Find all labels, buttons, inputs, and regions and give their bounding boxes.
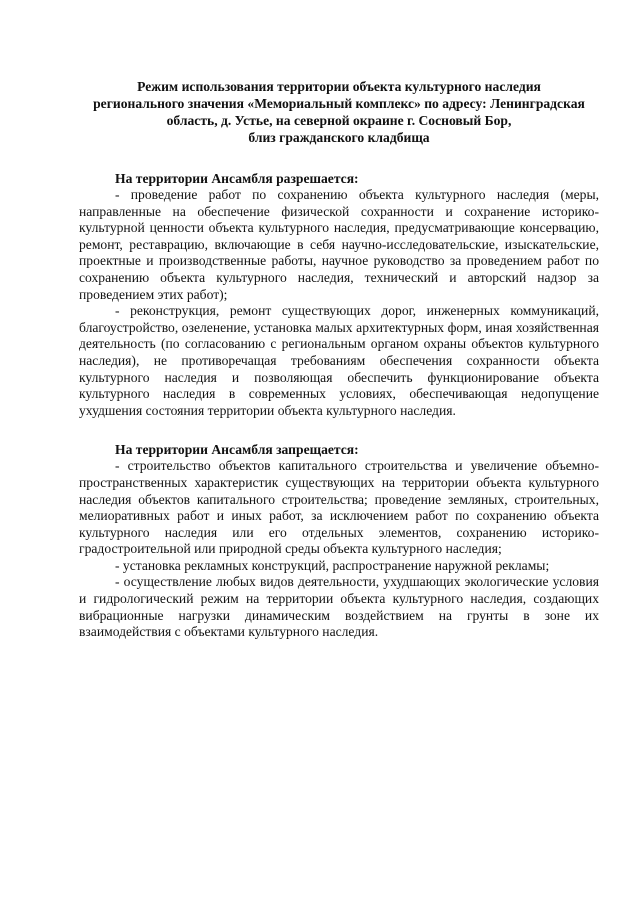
section-prohibited (79, 441, 599, 641)
title-line: область, д. Устье, на северной окраине г. Сосновый Бор, (166, 113, 512, 128)
document-title (79, 78, 599, 146)
section-heading-allowed: На территории Ансамбля разрешается: (115, 171, 359, 186)
title-line: близ гражданского кладбища (248, 130, 430, 145)
section-heading-prohibited: На территории Ансамбля запрещается: (115, 442, 359, 458)
section-allowed (79, 170, 599, 419)
paragraph: - строительство объектов капитального строительства и увеличение объемно-пространственных характеристик существующих на территории объекта культурного наследия объектов капитального строительства; проведение земляных, строительных, мелиоративных работ и иных работ, за исключением работ по сохранению объекта культурного наследия или его отдельных элементов, сохранению историко-градостроительной или природной среды объекта культурного наследия; (79, 458, 599, 557)
paragraph: - осуществление любых видов деятельности, ухудшающих экологические условия и гидрологический режим на территории объекта культурного наследия, создающих вибрационные нагрузки динамическим воздействием на грунты в зоне их взаимодействия с объектами культурного наследия. (79, 574, 599, 640)
title-line: Режим использования территории объекта культурного наследия (137, 79, 541, 94)
document-page (79, 78, 599, 663)
title-line: регионального значения «Мемориальный комплекс» по адресу: Ленинградская (93, 96, 585, 111)
paragraph: - реконструкция, ремонт существующих дорог, инженерных коммуникаций, благоустройство, озеленение, установка малых архитектурных форм, иная хозяйственная деятельность (по согласованию с региональным органом охраны объектов культурного наследия), не противоречащая требованиям обеспечения сохранности объекта культурного наследия и позволяющая обеспечить функционирование объекта культурного наследия в современных условиях, обеспечивающая недопущение ухудшения состояния территории объекта культурного наследия. (79, 303, 599, 418)
paragraph: - установка рекламных конструкций, распространение наружной рекламы; (115, 557, 550, 573)
paragraph: - проведение работ по сохранению объекта культурного наследия (меры, направленные на обеспечение физической сохранности и сохранение историко-культурной ценности объекта культурного наследия, предусматривающие консервацию, ремонт, реставрацию, включающие в себя научно-исследовательские, изыскательские, проектные и производственные работы, научное руководство за проведением работ по сохранению объекта культурного наследия, технический и авторский надзор за проведением этих работ); (79, 187, 599, 302)
